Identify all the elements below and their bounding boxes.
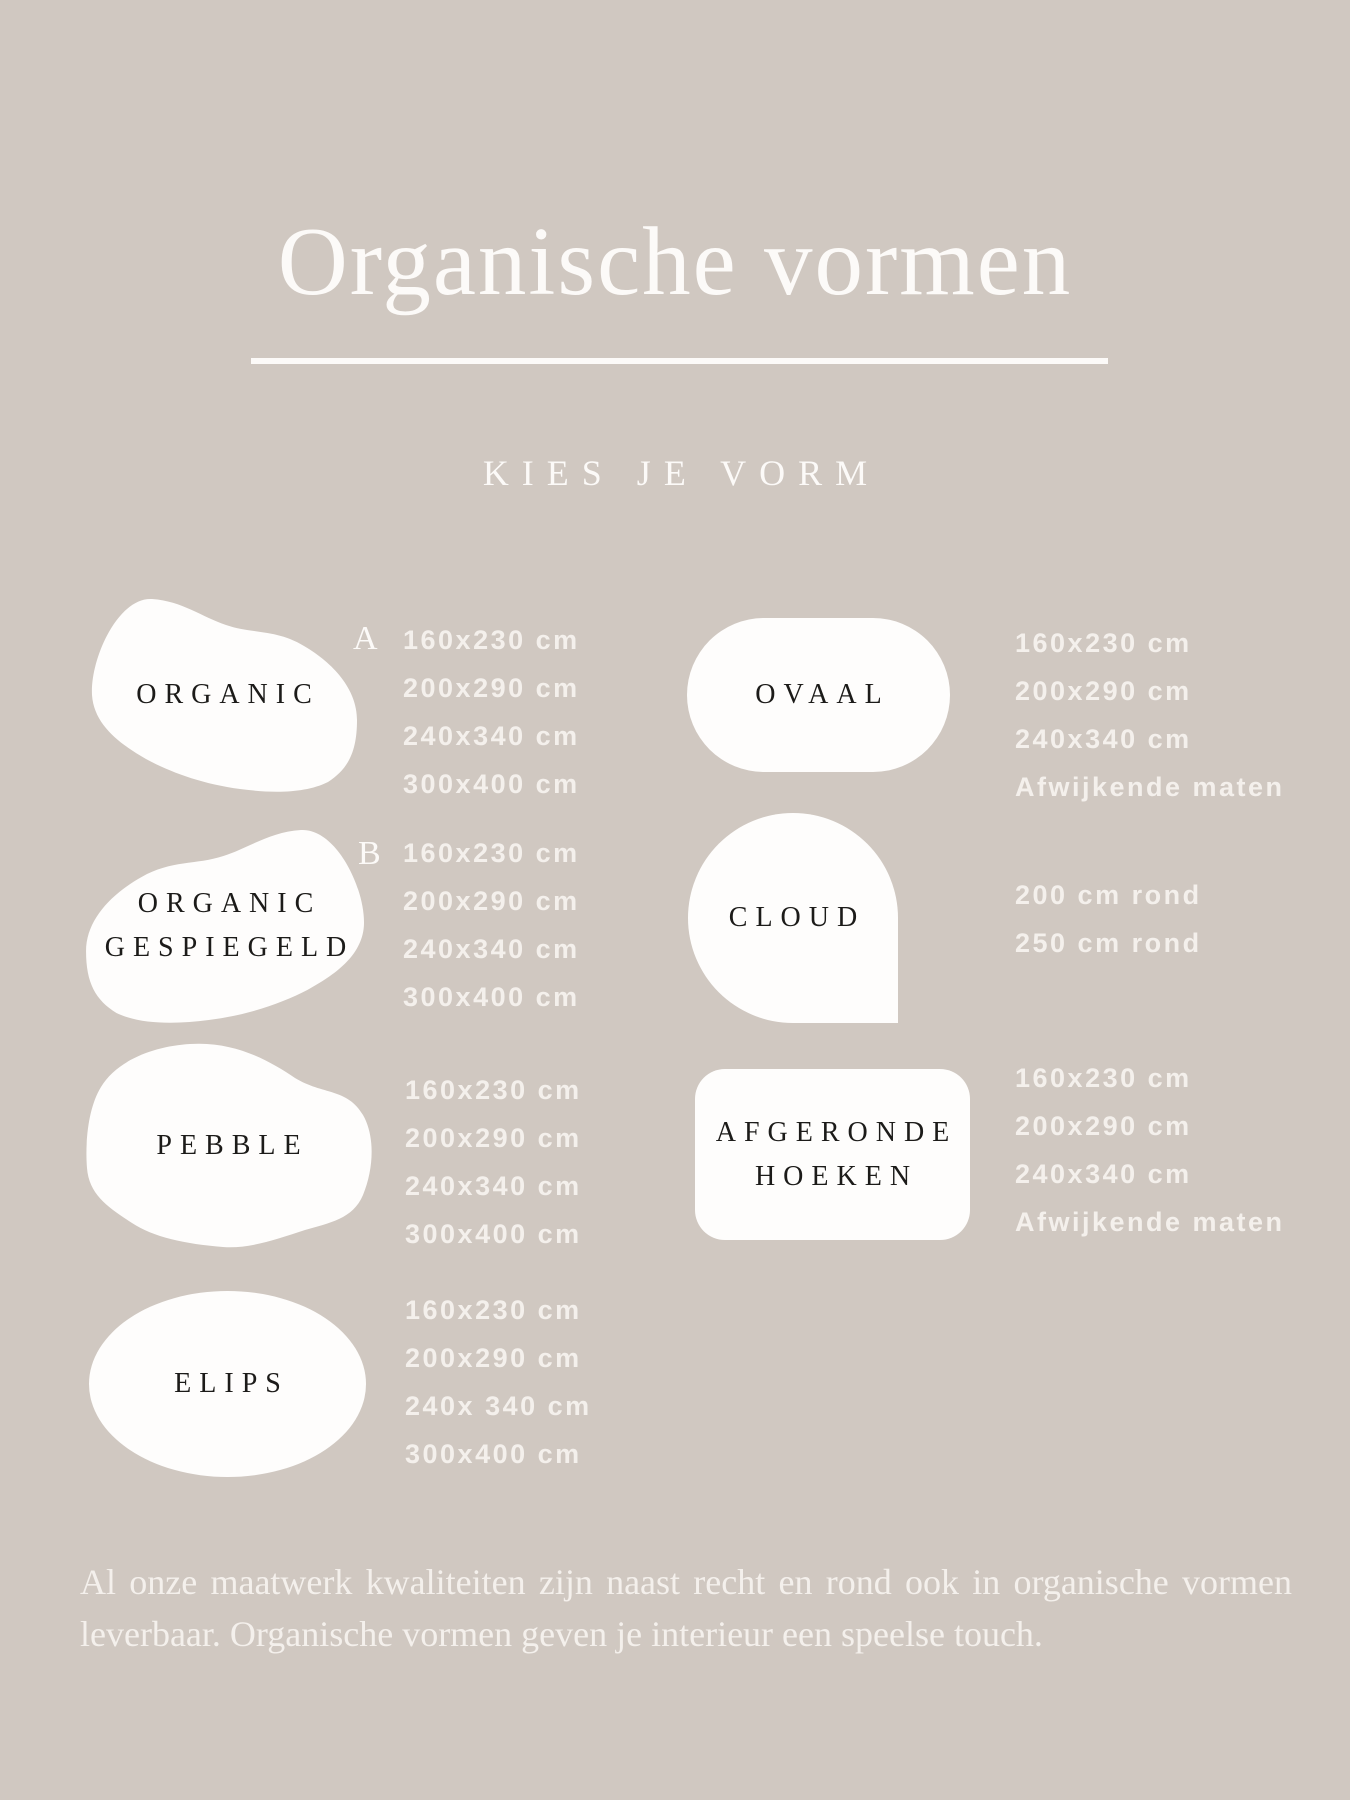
size-option: 200x290 cm bbox=[1015, 1111, 1192, 1141]
size-option: 200x290 cm bbox=[1015, 676, 1192, 706]
organic-shape bbox=[90, 597, 358, 793]
size-option: Afwijkende maten bbox=[1015, 1207, 1285, 1237]
size-option: 250 cm rond bbox=[1015, 928, 1202, 958]
shape-label-elips: ELIPS bbox=[174, 1368, 289, 1399]
pebble-shape bbox=[85, 1043, 372, 1248]
size-option: Afwijkende maten bbox=[1015, 772, 1285, 802]
size-list-cloud bbox=[1015, 871, 1202, 967]
shape-label-afgeronde-hoeken-line1: AFGERONDE bbox=[715, 1116, 958, 1148]
page-subtitle: KIES JE VORM bbox=[482, 453, 881, 493]
variant-marker-a: A bbox=[353, 620, 378, 657]
size-option: 240x340 cm bbox=[1015, 1159, 1192, 1189]
size-option: 200 cm rond bbox=[1015, 880, 1202, 910]
size-option: 200x290 cm bbox=[403, 886, 580, 916]
size-option: 160x230 cm bbox=[403, 625, 580, 655]
shape-label-ovaal: OVAAL bbox=[755, 679, 890, 710]
size-list-elips bbox=[405, 1286, 592, 1478]
elips-shape bbox=[89, 1291, 366, 1477]
page-title: Organische vormen bbox=[277, 208, 1073, 315]
size-option: 160x230 cm bbox=[405, 1295, 582, 1325]
cloud-shape bbox=[688, 813, 898, 1023]
size-option: 160x230 cm bbox=[403, 838, 580, 868]
size-option: 300x400 cm bbox=[403, 769, 580, 799]
size-option: 300x400 cm bbox=[405, 1219, 582, 1249]
size-list-ovaal bbox=[1015, 619, 1285, 811]
variant-marker-b: B bbox=[358, 835, 381, 872]
size-option: 240x340 cm bbox=[403, 934, 580, 964]
size-list-organic bbox=[403, 616, 580, 808]
size-option: 240x 340 cm bbox=[405, 1391, 592, 1421]
footer-line-1: Al onze maatwerk kwaliteiten zijn naast recht en rond ook in organische vormen bbox=[80, 1562, 1292, 1602]
size-option: 160x230 cm bbox=[1015, 628, 1192, 658]
size-list-afgeronde-hoeken bbox=[1015, 1054, 1285, 1246]
shape-label-organic-gespiegeld-line1: ORGANIC bbox=[137, 888, 322, 919]
size-option: 160x230 cm bbox=[405, 1075, 582, 1105]
shape-label-organic: ORGANIC bbox=[136, 679, 320, 710]
footer-text bbox=[80, 1556, 1292, 1660]
shape-label-organic-gespiegeld-line2: GESPIEGELD bbox=[104, 932, 355, 963]
size-option: 160x230 cm bbox=[1015, 1063, 1192, 1093]
footer-line-2: leverbaar. Organische vormen geven je interieur een speelse touch. bbox=[80, 1614, 1043, 1654]
afgeronde-hoeken-shape bbox=[695, 1069, 970, 1240]
shape-label-pebble: PEBBLE bbox=[156, 1129, 309, 1161]
size-option: 240x340 cm bbox=[403, 721, 580, 751]
shape-label-afgeronde-hoeken-line2: HOEKEN bbox=[754, 1160, 919, 1192]
ovaal-shape bbox=[687, 618, 950, 772]
size-list-pebble bbox=[405, 1066, 582, 1258]
size-option: 200x290 cm bbox=[405, 1123, 582, 1153]
organic-gespiegeld-shape bbox=[85, 828, 366, 1024]
size-option: 200x290 cm bbox=[405, 1343, 582, 1373]
title-divider bbox=[251, 358, 1108, 364]
shape-label-cloud: CLOUD bbox=[728, 902, 866, 933]
size-option: 240x340 cm bbox=[405, 1171, 582, 1201]
size-option: 300x400 cm bbox=[403, 982, 580, 1012]
size-option: 200x290 cm bbox=[403, 673, 580, 703]
size-option: 240x340 cm bbox=[1015, 724, 1192, 754]
size-option: 300x400 cm bbox=[405, 1439, 582, 1469]
size-list-organic-gespiegeld bbox=[403, 829, 580, 1021]
